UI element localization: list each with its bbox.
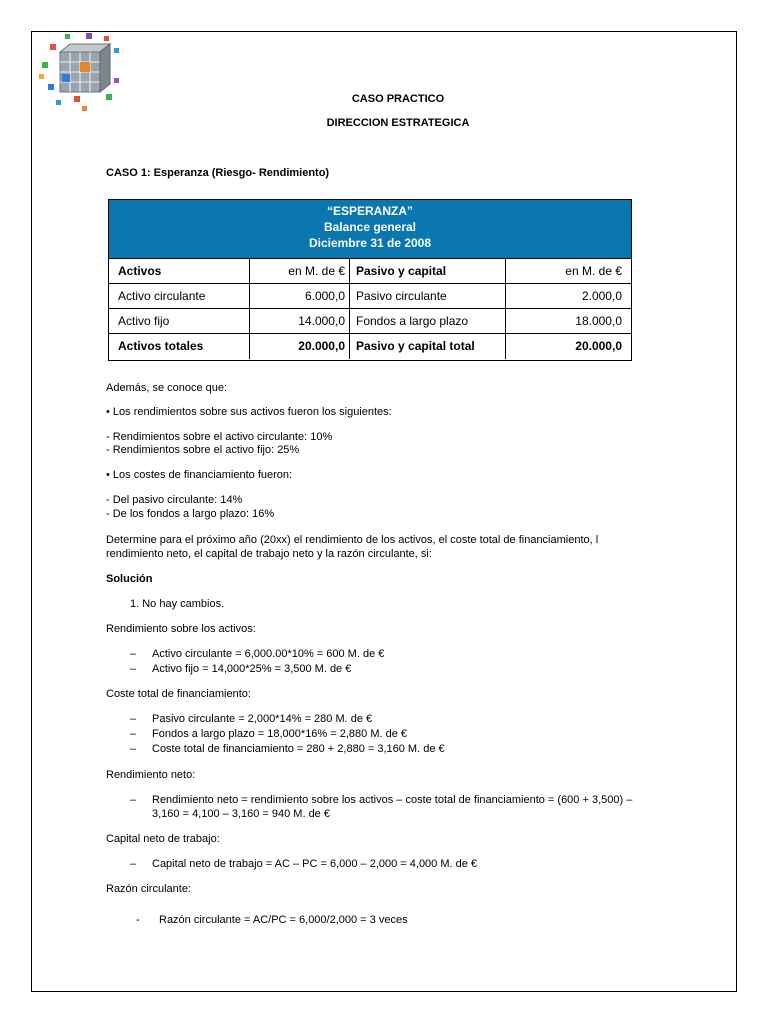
rc-line-1: Razón circulante = AC/PC = 6,000/2,000 = 3 veces	[159, 914, 408, 926]
case-title: CASO 1: Esperanza (Riesgo- Rendimiento)	[106, 167, 330, 179]
table-cell: 20.000,0	[505, 334, 630, 359]
list-dash: –	[130, 858, 137, 870]
solution-heading: Solución	[106, 573, 153, 585]
table-header-banner	[109, 200, 631, 258]
table-cell: Activo fijo	[118, 314, 170, 328]
table-cell: Fondos a largo plazo	[349, 309, 505, 334]
bullet-costs: • Los costes de financiamiento fueron:	[106, 469, 293, 481]
cnt-line-1: Capital neto de trabajo = AC – PC = 6,000 – 2,000 = 4,000 M. de €	[152, 858, 478, 870]
table-cell: 2.000,0	[505, 284, 630, 309]
rn-title: Rendimiento neto:	[106, 769, 196, 781]
list-dash: –	[130, 663, 137, 675]
table-title-company: “ESPERANZA”	[326, 204, 413, 218]
table-cell: 18.000,0	[505, 309, 630, 334]
table-header-row	[109, 258, 631, 284]
table-cell: Activo circulante	[118, 289, 206, 303]
return-fixed-assets: - Rendimientos sobre el activo fijo: 25%	[106, 444, 300, 456]
list-dash: –	[130, 728, 137, 740]
table-cell: Activos totales	[118, 339, 204, 353]
solution-item-1: 1. No hay cambios.	[130, 598, 225, 610]
col-header-assets-unit: en M. de €	[249, 259, 349, 284]
table-total-row	[109, 333, 631, 361]
list-dash: –	[130, 713, 137, 725]
table-cell: 6.000,0	[249, 284, 349, 309]
table-cell: 20.000,0	[249, 334, 349, 359]
table-cell: Pasivo circulante	[349, 284, 505, 309]
rn-line-2: 3,160 = 4,100 – 3,160 = 940 M. de €	[152, 808, 330, 820]
question-line-1: Determine para el próximo año (20xx) el rendimiento de los activos, el coste total de financiamiento, l	[106, 534, 599, 546]
rsa-title: Rendimiento sobre los activos:	[106, 623, 256, 635]
cube-logo-icon	[36, 32, 124, 118]
col-header-assets: Activos	[118, 264, 162, 278]
ctf-line-1: Pasivo circulante = 2,000*14% = 280 M. de €	[152, 713, 373, 725]
col-header-liabilities-unit: en M. de €	[505, 259, 630, 284]
ctf-line-3: Coste total de financiamiento = 280 + 2,880 = 3,160 M. de €	[152, 743, 445, 755]
table-row	[109, 308, 631, 334]
list-dash: –	[130, 648, 137, 660]
table-cell: 14.000,0	[249, 309, 349, 334]
bullet-returns: • Los rendimientos sobre sus activos fueron los siguientes:	[106, 406, 392, 418]
ctf-title: Coste total de financiamiento:	[106, 688, 251, 700]
col-header-liabilities: Pasivo y capital	[349, 259, 505, 284]
rc-title: Razón circulante:	[106, 883, 191, 895]
return-current-assets: - Rendimientos sobre el activo circulante: 10%	[106, 431, 333, 443]
table-title-report: Balance general	[323, 220, 417, 234]
cost-long-term-funds: - De los fondos a largo plazo: 16%	[106, 508, 275, 520]
balance-table	[108, 199, 632, 361]
question-line-2: rendimiento neto, el capital de trabajo neto y la razón circulante, si:	[106, 548, 432, 560]
cost-current-liabilities: - Del pasivo circulante: 14%	[106, 494, 243, 506]
table-row	[109, 283, 631, 309]
rn-line-1: Rendimiento neto = rendimiento sobre los activos – coste total de financiamiento = (600 + 3,500) –	[152, 794, 633, 806]
list-dash: –	[130, 794, 137, 806]
ctf-line-2: Fondos a largo plazo = 18,000*16% = 2,880 M. de €	[152, 728, 408, 740]
list-dash: –	[130, 743, 137, 755]
list-dash: -	[136, 914, 140, 926]
cnt-title: Capital neto de trabajo:	[106, 833, 220, 845]
table-cell: Pasivo y capital total	[349, 334, 505, 359]
rsa-line-1: Activo circulante = 6,000.00*10% = 600 M. de €	[152, 648, 385, 660]
table-title-date: Diciembre 31 de 2008	[308, 236, 432, 250]
intro-text: Además, se conoce que:	[106, 382, 228, 394]
doc-subtitle: DIRECCION ESTRATEGICA	[326, 117, 470, 129]
doc-title: CASO PRACTICO	[351, 93, 445, 105]
rsa-line-2: Activo fijo = 14,000*25% = 3,500 M. de €	[152, 663, 352, 675]
